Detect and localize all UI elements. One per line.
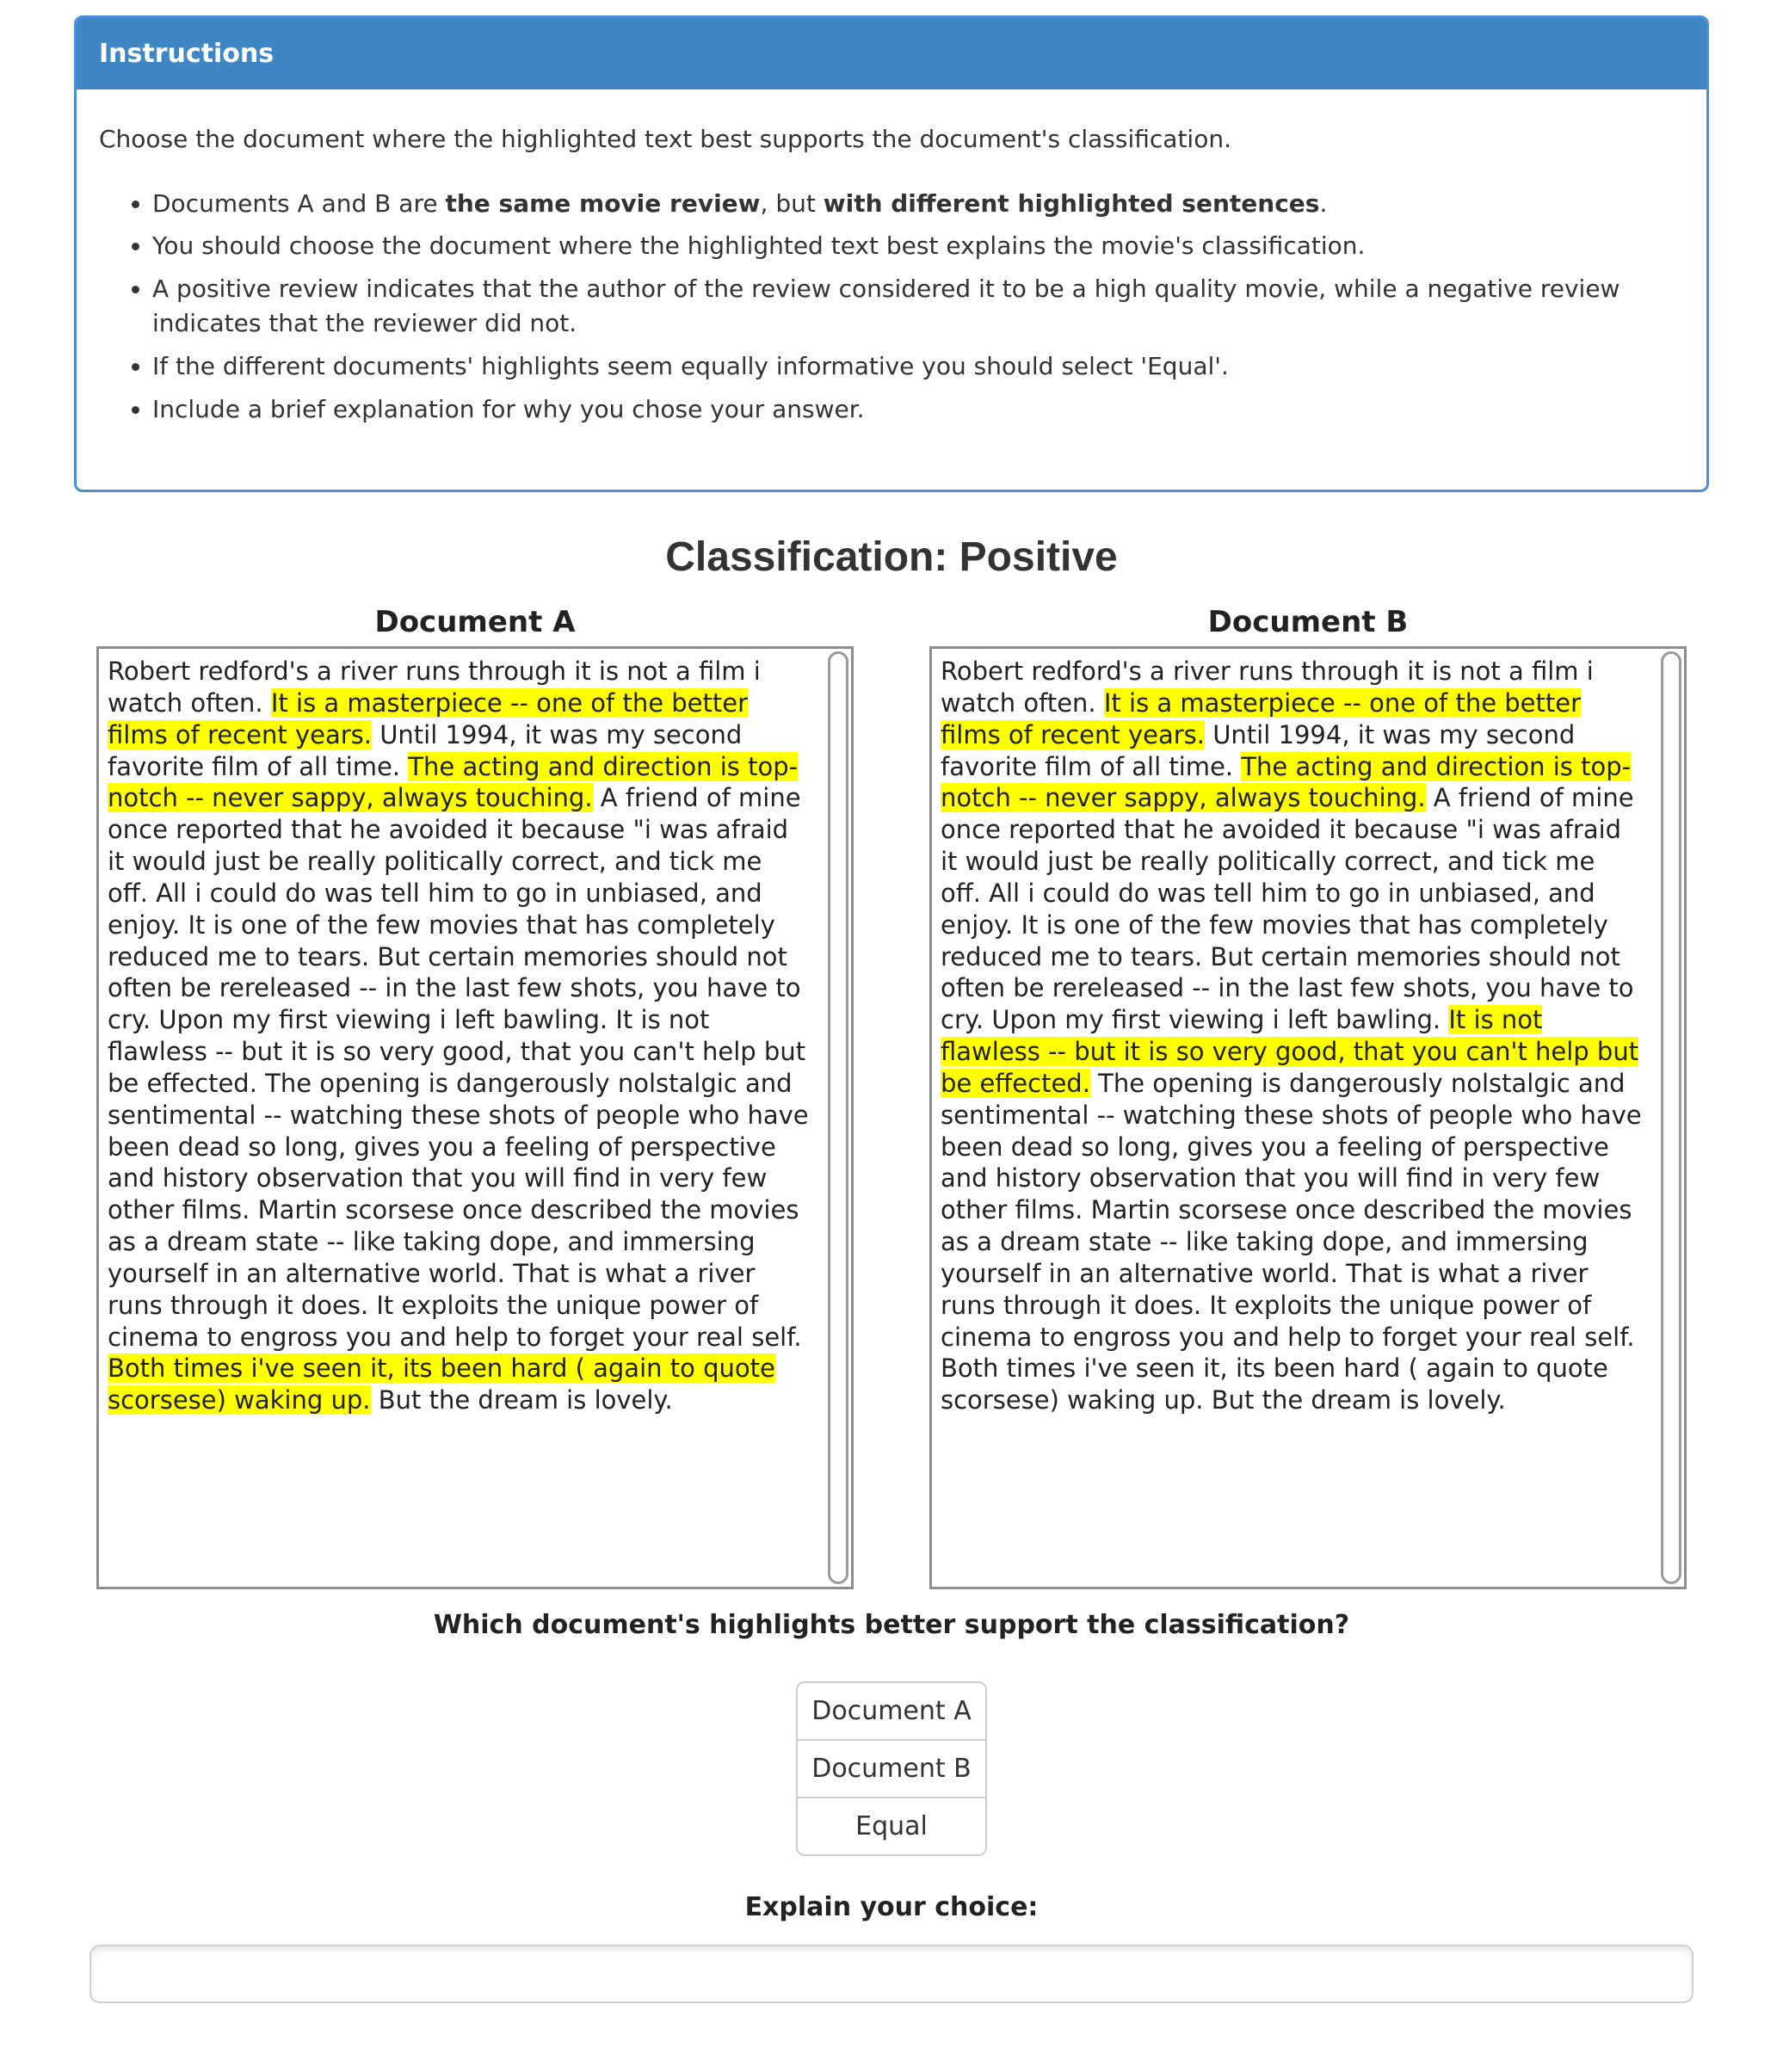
choice-document-a-button[interactable]: Document A (798, 1683, 985, 1741)
explain-choice-label: Explain your choice: (744, 1892, 1039, 1923)
instructions-panel-body (77, 89, 1706, 490)
instruction-bullet (152, 272, 1684, 342)
highlighted-text: It is not flawless -- but it is so very good, that you can't help but be effected. (941, 1005, 1639, 1098)
bold-text: with different highlighted sentences (823, 188, 1320, 218)
bold-text: the same movie review (445, 188, 761, 218)
vertical-scrollbar[interactable] (1661, 651, 1681, 1584)
documents-row (96, 605, 1687, 1589)
text-segment: Include a brief explanation for why you chose your answer. (152, 394, 865, 423)
question-text: Which document's highlights better support the classification? (433, 1610, 1350, 1641)
text-segment: Until 1994, it was my second favorite film of all time. (108, 719, 743, 781)
text-segment: You should choose the document where the highlighted text best explains the movie's classification. (152, 231, 1366, 261)
text-segment: A friend of mine once reported that he avoided it because "i was afraid it would just be really politically correct, and tick me off. All i could do was tell him to go in unbiased, and enjoy. It is one of the few movies that has completely reduced me to tears. But certain memories should not often be rereleased -- in the last few shots, you have to cry. Upon my first viewing i left bawling. (941, 783, 1634, 1035)
vertical-scrollbar[interactable] (828, 651, 848, 1584)
text-segment: A friend of mine once reported that he avoided it because "i was afraid it would just be really politically correct, and tick me off. All i could do was tell him to go in unbiased, and enjoy. It is one of the few movies that has completely reduced me to tears. But certain memories should not often be rereleased -- in the last few shots, you have to cry. Upon my first viewing i left bawling. It is not flawless -- but it is so very good, that you can't help but be effected. The opening is dangerously nolstalgic and sentimental -- watching these shots of people who have been dead so long, gives you a feeling of perspective and history observation that you will find in very few other films. Martin scorsese once described the movies as a dream state -- like taking dope, and immersing yourself in an alternative world. That is what a river runs through it does. It exploits the unique power of cinema to engross you and help to forget your real self. (108, 783, 809, 1352)
explain-choice-input[interactable] (89, 1945, 1694, 2003)
document-a-textbox[interactable] (96, 646, 854, 1589)
text-segment: A positive review indicates that the author of the review considered it to be a high quality movie, while a negative review indicates that the reviewer did not. (152, 274, 1620, 338)
text-segment: The opening is dangerously nolstalgic and sentimental -- watching these shots of people who have been dead so long, gives you a feeling of perspective and history observation that you will find in very few other films. Martin scorsese once described the movies as a dream state -- like taking dope, and immersing yourself in an alternative world. That is what a river runs through it does. It exploits the unique power of cinema to engross you and help to forget your real self. Both times i've seen it, its been hard ( again to quote scorsese) waking up. But the dream is lovely. (941, 1068, 1642, 1415)
instruction-bullet (152, 229, 1684, 264)
text-segment: Until 1994, it was my second favorite film of all time. (941, 719, 1576, 781)
highlighted-text: The acting and direction is top-notch -- never sappy, always touching. (941, 751, 1632, 813)
instructions-panel-header (77, 18, 1706, 89)
document-b-column (929, 605, 1687, 1589)
highlighted-text: It is a masterpiece -- one of the better films of recent years. (941, 688, 1582, 749)
text-segment: . (1319, 188, 1328, 218)
document-a-label: Document A (374, 605, 576, 640)
choice-document-b-button[interactable]: Document B (798, 1741, 985, 1798)
document-a-column (96, 605, 854, 1589)
choice-equal-button[interactable]: Equal (798, 1798, 985, 1854)
classification-title: Classification: Positive (665, 534, 1118, 581)
highlighted-text: The acting and direction is top-notch -- never sappy, always touching. (108, 751, 799, 813)
instructions-panel (74, 15, 1709, 492)
instruction-bullet (152, 392, 1684, 428)
instructions-intro: Choose the document where the highlighted text best supports the document's classification. (99, 125, 1231, 153)
text-segment: Robert redford's a river runs through it is not a film i watch often. (108, 657, 761, 718)
text-segment: Documents A and B are (152, 188, 446, 218)
highlighted-text: It is a masterpiece -- one of the better films of recent years. (108, 688, 749, 749)
text-segment: Robert redford's a river runs through it is not a film i watch often. (941, 657, 1594, 718)
document-b-label: Document B (1207, 605, 1409, 640)
text-segment: If the different documents' highlights seem equally informative you should select 'Equal'. (152, 351, 1229, 380)
text-segment: But the dream is lovely. (370, 1385, 673, 1415)
instruction-bullet (152, 349, 1684, 385)
highlighted-text: Both times i've seen it, its been hard ( again to quote scorsese) waking up. (108, 1354, 775, 1415)
instructions-bullet-list (99, 187, 1684, 428)
document-b-textbox[interactable] (929, 646, 1687, 1589)
text-segment: , but (760, 188, 824, 218)
choice-button-group (796, 1681, 987, 1856)
instruction-bullet (152, 187, 1684, 222)
instructions-title: Instructions (99, 39, 275, 69)
